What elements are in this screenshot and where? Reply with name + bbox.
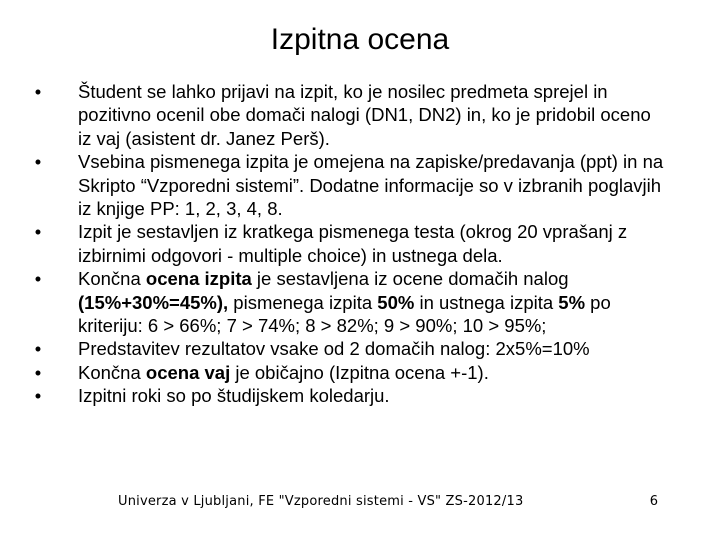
bullet-dot-icon: • [34,338,42,360]
bullet-dot-icon: • [34,221,42,243]
bullet-text: Izpit je sestavljen iz kratkega pismenega testa (okrog 20 vprašanj z izbirnimi odgovori - multiple choice) in ustnega dela. [78,221,628,266]
bullet-item [28,267,668,337]
bullet-text-bold: (15%+30%=45%), [78,291,229,313]
bullet-text: Končna [78,361,146,383]
bullet-item [28,150,668,220]
bullet-text: in ustnega izpita [414,291,559,313]
slide-footer: Univerza v Ljubljani, FE "Vzporedni sistemi - VS" ZS-2012/13 [118,494,524,509]
bullet-dot-icon: • [34,81,42,102]
page-number: 6 [649,494,658,509]
bullet-text: Vsebina pismenega izpita je omejena na zapiske/predavanja (ppt) in na Skripto “Vzporedni sistemi”. Dodatne informacije so v izbranih poglavjih iz knjige PP: 1, 2, 3, 4, 8. [78,151,664,220]
bullet-item [28,80,668,150]
bullet-item [28,220,668,267]
bullet-list [28,80,668,408]
bullet-dot-icon: • [34,151,42,173]
bullet-item [28,337,668,360]
bullet-text: Predstavitev rezultatov vsake od 2 domačih nalog: 2x5%=10% [78,338,590,360]
bullet-text: je sestavljena iz ocene domačih nalog [251,268,569,290]
bullet-text: Končna [78,268,146,290]
bullet-dot-icon: • [34,385,42,407]
bullet-text-bold: ocena vaj [145,361,231,383]
slide-title: Izpitna ocena [270,23,450,56]
bullet-text-bold: 5% [558,291,586,313]
bullet-text: po kriteriju: 6 > 66%; 7 > 74%; 8 > 82%; 9 > 90%; 10 > 95%; [78,291,611,337]
bullet-text: pismenega izpita [228,291,378,313]
bullet-text: je običajno (Izpitna ocena +-1). [230,361,489,383]
bullet-text: Izpitni roki so po študijskem koledarju. [78,385,390,407]
bullet-text: Študent se lahko prijavi na izpit, ko je nosilec predmeta sprejel in pozitivno ocenil obe domači nalogi (DN1, DN2) in, ko je pridobil oceno iz vaj (asistent dr. Janez Perš). [78,81,651,149]
bullet-dot-icon: • [34,361,42,383]
bullet-text-bold: 50% [377,291,415,313]
bullet-text-bold: ocena izpita [145,268,252,290]
bullet-item [28,384,668,407]
bullet-item [28,361,668,384]
bullet-dot-icon: • [34,268,42,290]
